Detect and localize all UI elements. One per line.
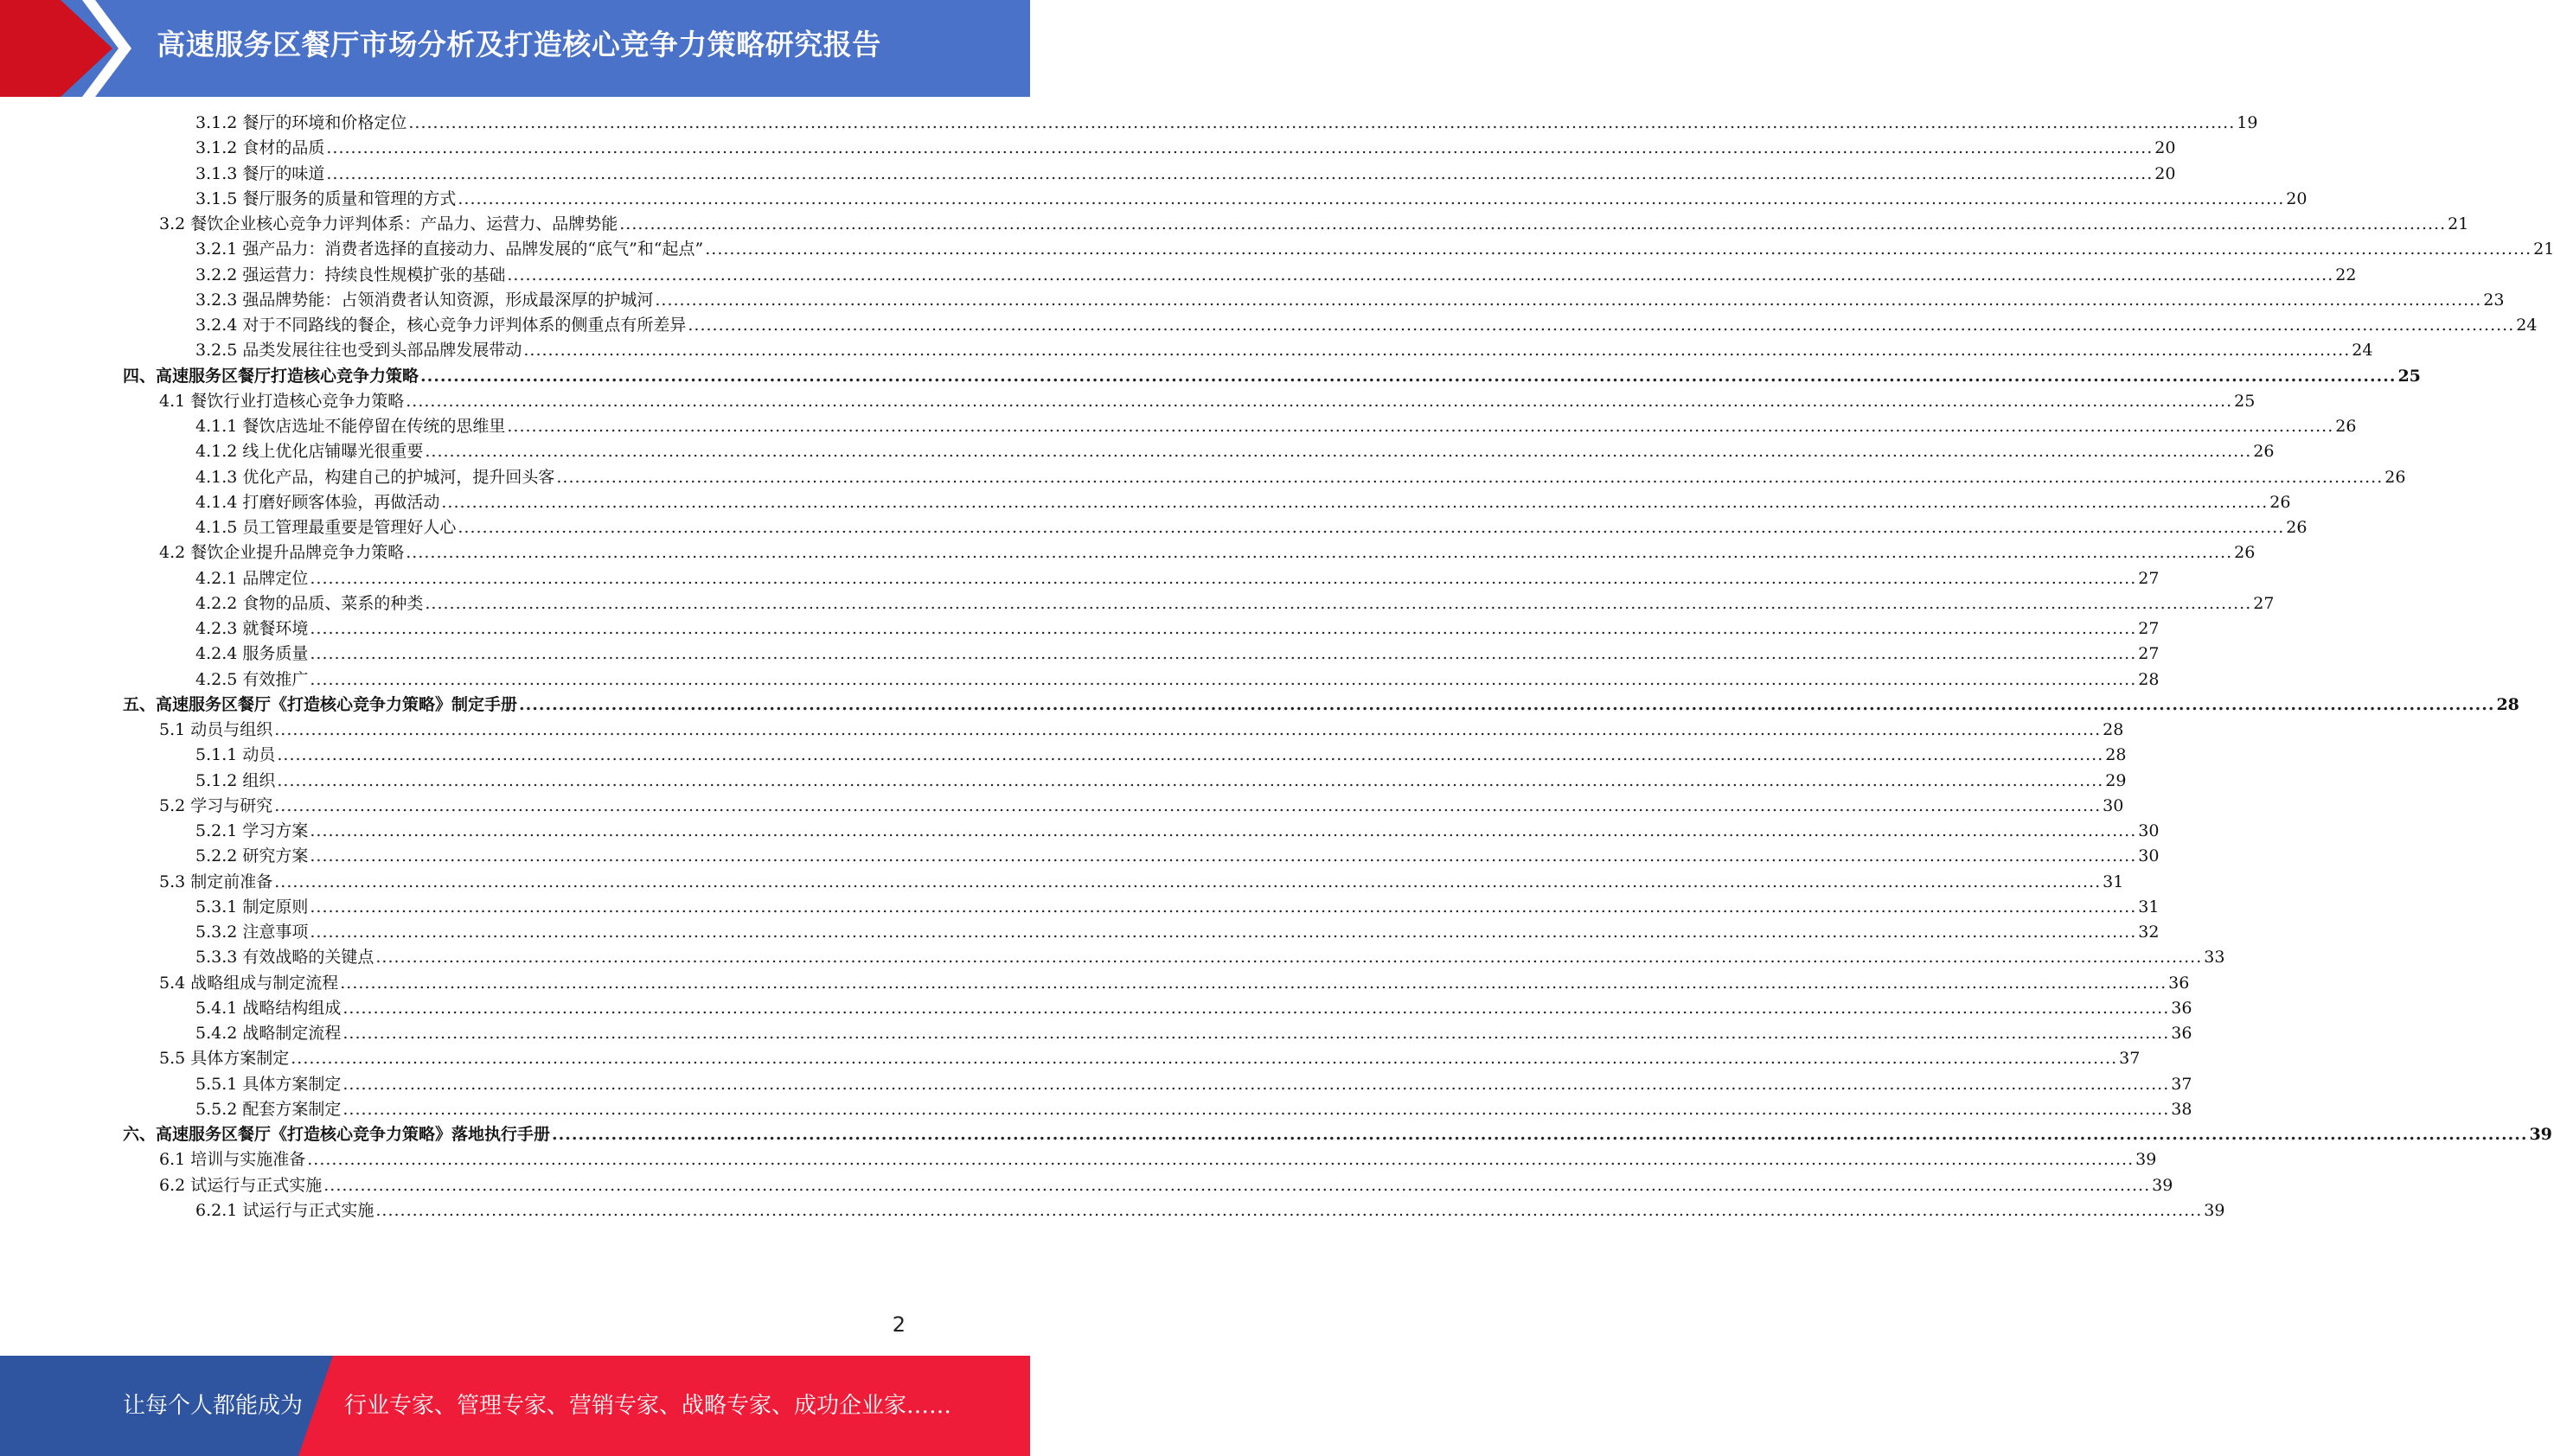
toc-leader-dots: ............................................................................................................................................................................................................................................................................................................ [310, 846, 2137, 866]
report-title: 高速服务区餐厅市场分析及打造核心竞争力策略研究报告 [157, 28, 881, 61]
toc-entry-page: 19 [2237, 113, 2258, 132]
toc-leader-dots: ............................................................................................................................................................................................................................................................................................................ [307, 1150, 2135, 1170]
toc-leader-dots: ............................................................................................................................................................................................................................................................................................................ [342, 998, 2170, 1018]
toc-entry-label: 5.1 动员与组织 [159, 720, 273, 739]
toc-entry-label: 4.1.1 餐饮店选址不能停留在传统的思维里 [195, 417, 506, 436]
toc-entry-page: 32 [2138, 923, 2160, 942]
toc-leader-dots: ............................................................................................................................................................................................................................................................................................................ [458, 188, 2285, 208]
toc-leader-dots: ............................................................................................................................................................................................................................................................................................................ [406, 543, 2233, 563]
toc-entry-label: 5.3.1 制定原则 [195, 897, 309, 916]
toc-leader-dots: ............................................................................................................................................................................................................................................................................................................ [619, 214, 2447, 233]
toc-entry-page: 39 [2135, 1150, 2157, 1170]
toc-leader-dots: ............................................................................................................................................................................................................................................................................................................ [420, 366, 2397, 386]
toc-entry-label: 3.1.2 食材的品质 [195, 138, 325, 158]
toc-entry[interactable] [195, 1020, 2192, 1047]
toc-entry-label: 3.2.3 强品牌势能：占领消费者认知资源，形成最深厚的护城河 [195, 290, 654, 310]
toc-leader-dots: ............................................................................................................................................................................................................................................................................................................ [523, 341, 2351, 361]
toc-leader-dots: ............................................................................................................................................................................................................................................................................................................ [458, 518, 2285, 537]
toc-entry[interactable] [195, 287, 2505, 314]
toc-leader-dots: ............................................................................................................................................................................................................................................................................................................ [277, 745, 2104, 765]
toc-entry[interactable] [195, 262, 2357, 289]
toc-leader-dots: ............................................................................................................................................................................................................................................................................................................ [342, 1074, 2170, 1094]
toc-entry-label: 5.4.1 战略结构组成 [195, 998, 342, 1018]
toc-leader-dots: ............................................................................................................................................................................................................................................................................................................ [655, 290, 2482, 310]
toc-entry-page: 27 [2253, 593, 2275, 613]
toc-entry-label: 4.1.4 打磨好顾客体验，再做活动 [195, 492, 440, 512]
toc-entry-label: 3.2 餐饮企业核心竞争力评判体系：产品力、运营力、品牌势能 [159, 214, 618, 233]
toc-entry-page: 39 [2529, 1125, 2552, 1144]
toc-leader-dots: ............................................................................................................................................................................................................................................................................................................ [519, 694, 2495, 714]
toc-entry-label: 6.1 培训与实施准备 [159, 1150, 306, 1170]
toc-leader-dots: ............................................................................................................................................................................................................................................................................................................ [507, 265, 2334, 284]
toc-entry[interactable] [195, 768, 2127, 795]
toc-entry-page: 21 [2533, 239, 2554, 259]
toc-entry-page: 26 [2384, 467, 2406, 487]
toc-entry-label: 4.2 餐饮企业提升品牌竞争力策略 [159, 543, 405, 563]
toc-entry-page: 26 [2286, 518, 2308, 537]
toc-entry-page: 37 [2171, 1074, 2192, 1094]
toc-leader-dots: ............................................................................................................................................................................................................................................................................................................ [310, 821, 2137, 840]
toc-entry-page: 36 [2168, 973, 2190, 993]
toc-entry[interactable] [159, 717, 2124, 744]
toc-entry[interactable] [195, 161, 2176, 188]
toc-leader-dots: ............................................................................................................................................................................................................................................................................................................ [441, 492, 2269, 512]
toc-entry[interactable] [195, 818, 2160, 845]
toc-entry-label: 5.3 制定前准备 [159, 872, 273, 891]
toc-entry-label: 4.2.1 品牌定位 [195, 568, 309, 588]
toc-entry-page: 20 [2154, 138, 2176, 158]
toc-entry[interactable] [195, 1197, 2225, 1224]
footer-slogan-right: 行业专家、管理专家、营销专家、战略专家、成功企业家…… [344, 1393, 952, 1419]
toc-leader-dots: ............................................................................................................................................................................................................................................................................................................ [310, 644, 2137, 664]
footer-slogan-left: 让每个人都能成为 [123, 1393, 304, 1419]
toc-entry[interactable] [159, 1172, 2173, 1199]
toc-entry-label: 4.1 餐饮行业打造核心竞争力策略 [159, 391, 405, 411]
toc-entry-page: 30 [2103, 795, 2124, 815]
toc-entry-page: 30 [2138, 821, 2160, 840]
toc-leader-dots: ............................................................................................................................................................................................................................................................................................................ [552, 1125, 2528, 1144]
toc-entry[interactable] [195, 944, 2225, 971]
toc-entry[interactable] [123, 692, 2519, 718]
toc-entry-label: 6.2 试运行与正式实施 [159, 1175, 323, 1195]
toc-leader-dots: ............................................................................................................................................................................................................................................................................................................ [310, 568, 2137, 588]
toc-entry-page: 38 [2171, 1099, 2192, 1119]
toc-entry-page: 26 [2269, 492, 2291, 512]
toc-entry[interactable] [195, 742, 2127, 769]
toc-entry-label: 五、高速服务区餐厅《打造核心竞争力策略》制定手册 [123, 694, 518, 714]
toc-entry[interactable] [123, 1121, 2552, 1148]
toc-entry-label: 5.4 战略组成与制定流程 [159, 973, 339, 993]
toc-leader-dots: ............................................................................................................................................................................................................................................................................................................ [342, 1099, 2170, 1119]
toc-leader-dots: ............................................................................................................................................................................................................................................................................................................ [408, 113, 2236, 132]
toc-leader-dots: ............................................................................................................................................................................................................................................................................................................ [406, 391, 2233, 411]
toc-entry[interactable] [195, 591, 2275, 617]
toc-entry-page: 36 [2171, 1024, 2192, 1043]
toc-entry-page: 28 [2105, 745, 2127, 765]
page-footer [0, 1356, 1030, 1456]
toc-entry-label: 5.1.1 动员 [195, 745, 276, 765]
toc-entry-page: 39 [2204, 1200, 2225, 1220]
toc-entry-label: 5.2 学习与研究 [159, 795, 273, 815]
toc-entry-label: 5.4.2 战略制定流程 [195, 1024, 342, 1043]
toc-entry-label: 3.1.5 餐厅服务的质量和管理的方式 [195, 188, 457, 208]
toc-entry[interactable] [159, 793, 2124, 820]
toc-leader-dots: ............................................................................................................................................................................................................................................................................................................ [291, 1049, 2118, 1069]
toc-entry[interactable] [195, 514, 2308, 541]
toc-entry-label: 4.2.4 服务质量 [195, 644, 309, 664]
toc-leader-dots: ............................................................................................................................................................................................................................................................................................................ [375, 1200, 2203, 1220]
toc-entry[interactable] [195, 995, 2192, 1022]
toc-entry-label: 5.2.2 研究方案 [195, 846, 309, 866]
toc-leader-dots: ............................................................................................................................................................................................................................................................................................................ [274, 795, 2102, 815]
toc-entry-page: 28 [2496, 694, 2519, 714]
toc-entry[interactable] [195, 1071, 2192, 1098]
toc-entry[interactable] [195, 438, 2275, 465]
toc-leader-dots: ............................................................................................................................................................................................................................................................................................................ [375, 948, 2203, 967]
toc-leader-dots: ............................................................................................................................................................................................................................................................................................................ [310, 897, 2137, 916]
toc-entry-page: 23 [2483, 290, 2505, 310]
toc-entry-page: 27 [2138, 619, 2160, 638]
toc-entry-label: 3.2.1 强产品力：消费者选择的直接动力、品牌发展的“底气”和“起点” [195, 239, 704, 259]
toc-entry[interactable] [195, 236, 2554, 263]
toc-entry-label: 3.1.2 餐厅的环境和价格定位 [195, 113, 407, 132]
toc-entry-page: 39 [2152, 1175, 2173, 1195]
toc-entry-page: 29 [2105, 770, 2127, 790]
toc-leader-dots: ............................................................................................................................................................................................................................................................................................................ [425, 442, 2252, 462]
toc-entry-page: 37 [2119, 1049, 2141, 1069]
toc-entry-page: 31 [2103, 872, 2124, 891]
toc-entry-label: 六、高速服务区餐厅《打造核心竞争力策略》落地执行手册 [123, 1125, 551, 1144]
toc-leader-dots: ............................................................................................................................................................................................................................................................................................................ [340, 973, 2167, 993]
toc-entry-label: 4.1.5 员工管理最重要是管理好人心 [195, 518, 457, 537]
toc-entry-page: 28 [2103, 720, 2124, 739]
toc-entry-page: 28 [2138, 669, 2160, 689]
toc-entry-label: 4.2.5 有效推广 [195, 669, 309, 689]
toc-leader-dots: ............................................................................................................................................................................................................................................................................................................ [688, 316, 2515, 335]
toc-entry[interactable] [195, 565, 2160, 592]
toc-entry-page: 36 [2171, 998, 2192, 1018]
toc-entry-label: 四、高速服务区餐厅打造核心竞争力策略 [123, 366, 419, 386]
toc-entry[interactable] [123, 363, 2421, 390]
toc-leader-dots: ............................................................................................................................................................................................................................................................................................................ [507, 417, 2334, 436]
toc-entry[interactable] [195, 843, 2160, 870]
toc-entry-label: 5.1.2 组织 [195, 770, 276, 790]
toc-leader-dots: ............................................................................................................................................................................................................................................................................................................ [556, 467, 2384, 487]
toc-entry[interactable] [159, 869, 2124, 896]
toc-leader-dots: ............................................................................................................................................................................................................................................................................................................ [326, 138, 2154, 158]
toc-entry[interactable] [195, 110, 2258, 137]
toc-entry-page: 26 [2234, 543, 2256, 563]
toc-leader-dots: ............................................................................................................................................................................................................................................................................................................ [310, 619, 2137, 638]
toc-entry[interactable] [195, 312, 2538, 339]
toc-entry-label: 5.3.2 注意事项 [195, 923, 309, 942]
toc-leader-dots: ............................................................................................................................................................................................................................................................................................................ [425, 593, 2252, 613]
toc-leader-dots: ............................................................................................................................................................................................................................................................................................................ [274, 872, 2102, 891]
toc-entry[interactable] [195, 186, 2308, 213]
toc-leader-dots: ............................................................................................................................................................................................................................................................................................................ [342, 1024, 2170, 1043]
toc-entry-page: 27 [2138, 568, 2160, 588]
toc-entry-label: 3.2.4 对于不同路线的餐企，核心竞争力评判体系的侧重点有所差异 [195, 316, 687, 335]
toc-leader-dots: ............................................................................................................................................................................................................................................................................................................ [705, 239, 2532, 259]
toc-entry-label: 3.1.3 餐厅的味道 [195, 163, 325, 183]
toc-entry-page: 27 [2138, 644, 2160, 664]
toc-entry[interactable] [195, 489, 2291, 516]
toc-leader-dots: ............................................................................................................................................................................................................................................................................................................ [310, 923, 2137, 942]
page-header [0, 0, 1030, 97]
toc-leader-dots: ............................................................................................................................................................................................................................................................................................................ [323, 1175, 2151, 1195]
toc-leader-dots: ............................................................................................................................................................................................................................................................................................................ [274, 720, 2102, 739]
toc-entry-page: 31 [2138, 897, 2160, 916]
toc-entry-label: 6.2.1 试运行与正式实施 [195, 1200, 374, 1220]
toc-entry[interactable] [159, 388, 2256, 415]
toc-entry[interactable] [195, 919, 2160, 946]
toc-entry-page: 33 [2204, 948, 2225, 967]
toc-entry[interactable] [195, 616, 2160, 642]
toc-entry[interactable] [195, 413, 2357, 440]
toc-entry-page: 24 [2352, 341, 2373, 361]
toc-entry-label: 4.2.2 食物的品质、菜系的种类 [195, 593, 424, 613]
toc-entry[interactable] [159, 1045, 2141, 1072]
toc-entry-label: 4.1.3 优化产品，构建自己的护城河，提升回头客 [195, 467, 555, 487]
toc-entry-label: 4.1.2 线上优化店铺曝光很重要 [195, 442, 424, 462]
toc-entry[interactable] [195, 464, 2406, 491]
toc-entry[interactable] [159, 540, 2256, 566]
toc-entry-page: 20 [2286, 188, 2308, 208]
toc-entry[interactable] [195, 894, 2160, 921]
toc-entry[interactable] [159, 970, 2190, 997]
toc-entry-label: 3.2.2 强运营力：持续良性规模扩张的基础 [195, 265, 506, 284]
toc-entry-label: 5.3.3 有效战略的关键点 [195, 948, 374, 967]
toc-entry-label: 5.5 具体方案制定 [159, 1049, 290, 1069]
toc-entry-label: 4.2.3 就餐环境 [195, 619, 309, 638]
toc-entry-label: 5.5.2 配套方案制定 [195, 1099, 342, 1119]
toc-entry-page: 26 [2335, 417, 2357, 436]
toc-entry-page: 30 [2138, 846, 2160, 866]
toc-entry-page: 22 [2335, 265, 2357, 284]
toc-entry[interactable] [195, 667, 2160, 693]
toc-entry-label: 5.5.1 具体方案制定 [195, 1074, 342, 1094]
toc-leader-dots: ............................................................................................................................................................................................................................................................................................................ [310, 669, 2137, 689]
toc-entry-page: 25 [2397, 366, 2421, 386]
toc-entry-label: 5.2.1 学习方案 [195, 821, 309, 840]
toc-entry[interactable] [195, 641, 2160, 667]
toc-entry-page: 26 [2253, 442, 2275, 462]
toc-entry-page: 25 [2234, 391, 2256, 411]
toc-entry[interactable] [195, 1096, 2192, 1123]
toc-entry-page: 20 [2154, 163, 2176, 183]
toc-entry-label: 3.2.5 品类发展往往也受到头部品牌发展带动 [195, 341, 522, 361]
toc-entry[interactable] [195, 337, 2373, 364]
toc-entry-page: 21 [2448, 214, 2469, 233]
toc-entry[interactable] [159, 211, 2469, 238]
toc-leader-dots: ............................................................................................................................................................................................................................................................................................................ [326, 163, 2154, 183]
page-number: 2 [892, 1312, 906, 1337]
toc-leader-dots: ............................................................................................................................................................................................................................................................................................................ [277, 770, 2104, 790]
toc-entry-page: 24 [2516, 316, 2538, 335]
toc-entry[interactable] [195, 135, 2176, 162]
toc-entry[interactable] [159, 1146, 2157, 1173]
